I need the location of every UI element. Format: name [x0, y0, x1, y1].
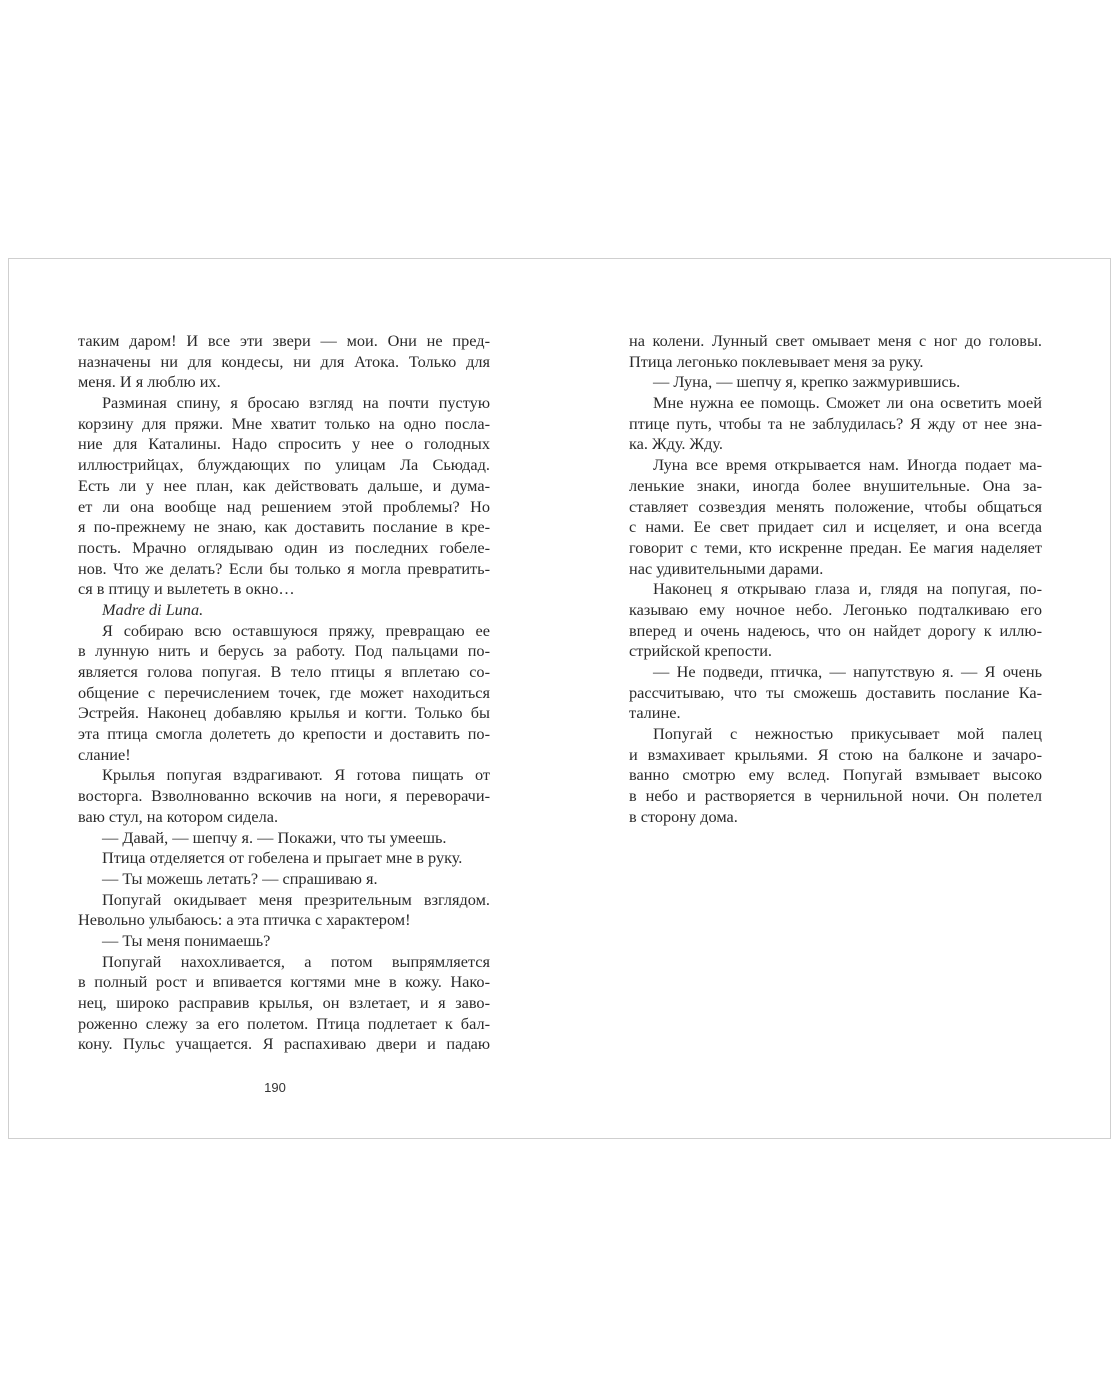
text-line: ет ли она вообще над решением этой проблемы? Но	[78, 496, 490, 516]
text-line: пость. Мрачно оглядываю один из последних гобеле-	[78, 537, 490, 557]
text-line: ванно смотрю ему вслед. Попугай взмывает высоко	[629, 765, 1042, 785]
right-page-text	[629, 331, 1042, 828]
text-line: ваю стул, на котором сидела.	[78, 806, 279, 826]
text-line: эта птица смогла долететь до крепости и доставить по-	[78, 724, 490, 744]
text-line: вперед и очень надеюсь, что он найдет дорогу к иллю-	[629, 620, 1042, 640]
text-line: роженно слежу за его полетом. Птица подлетает к бал-	[78, 1013, 490, 1033]
text-line: назначены ни для кондесы, ни для Атока. Только для	[78, 351, 490, 371]
text-line: рассчитываю, что ты сможешь доставить послание Ка-	[629, 682, 1042, 702]
text-line: талине.	[629, 703, 681, 723]
text-line: — Ты можешь летать? — спрашиваю я.	[102, 868, 378, 888]
text-line: в полный рост и впивается когтями мне в кожу. Нако-	[78, 972, 490, 992]
text-line: нас удивительными дарами.	[629, 558, 824, 578]
text-line: — Луна, — шепчу я, крепко зажмурившись.	[653, 372, 961, 392]
text-line: Попугай с нежностью прикусывает мой палец	[653, 724, 1042, 744]
text-line: с нами. Ее свет придает сил и исцеляет, и она всегда	[629, 517, 1042, 537]
text-line: Я собираю всю оставшуюся пряжу, превращаю ее	[102, 620, 490, 640]
text-line: Есть ли у нее план, как действовать дальше, и дума-	[78, 475, 490, 495]
text-line: — Ты меня понимаешь?	[102, 930, 271, 950]
text-line: восторга. Взволнованно вскочив на ноги, я переворачи-	[78, 786, 490, 806]
text-line: — Давай, — шепчу я. — Покажи, что ты умеешь.	[102, 827, 447, 847]
text-line: ся в птицу и вылететь в окно…	[78, 579, 295, 599]
text-line: таким даром! И все эти звери — мои. Они не пред-	[78, 331, 490, 350]
text-line: и взмахивает крыльями. Я стою на балконе и зачаро-	[629, 744, 1042, 764]
text-line: я по-прежнему не знаю, как доставить послание в кре-	[78, 517, 490, 537]
text-line: в небо и растворяется в чернильной ночи. Он полетел	[629, 786, 1042, 806]
text-line: нов. Что же делать? Если бы только я могла превратить-	[78, 558, 490, 578]
left-page-text	[78, 331, 490, 1055]
text-line: Невольно улыбаюсь: а эта птичка с характером!	[78, 910, 411, 930]
text-line: птице путь, чтобы та не заблудилась? Я жду от нее зна-	[629, 413, 1042, 433]
text-line: Крылья попугая вздрагивают. Я готова пищать от	[102, 765, 490, 785]
text-line: казываю ему ночное небо. Легонько подталкиваю его	[629, 599, 1042, 619]
text-line: кону. Пульс учащается. Я распахиваю двери и падаю	[78, 1034, 490, 1054]
text-line: слание!	[78, 744, 131, 764]
text-line: в сторону дома.	[629, 806, 738, 826]
text-line: является голова попугая. В тело птицы я вплетаю со-	[78, 662, 490, 681]
text-line: Птица отделяется от гобелена и прыгает мне в руку.	[102, 848, 463, 868]
text-line: иллюстрийцах, блуждающих по улицам Ла Сьюдад.	[78, 455, 490, 475]
page-number: 190	[264, 1080, 286, 1095]
text-line: Птица легонько поклевывает меня за руку.	[629, 351, 924, 371]
text-line: Луна все время открывается нам. Иногда подает ма-	[653, 455, 1042, 475]
text-line: Мне нужна ее помощь. Сможет ли она осветить моей	[653, 393, 1042, 413]
text-line: на колени. Лунный свет омывает меня с ног до головы.	[629, 331, 1042, 350]
text-line: говорит с теми, кто искренне предан. Ее магия наделяет	[629, 537, 1042, 557]
text-line: Разминая спину, я бросаю взгляд на почти пустую	[102, 393, 490, 413]
text-line: ка. Жду. Жду.	[629, 434, 724, 454]
text-line: в лунную нить и берусь за работу. Под пальцами по-	[78, 641, 490, 661]
text-line: Попугай нахохливается, а потом выпрямляется	[102, 951, 490, 971]
text-line: ставляет созвездия менять положение, чтобы общаться	[629, 496, 1042, 516]
text-line: стрийской крепости.	[629, 641, 773, 661]
text-line: — Не подведи, птичка, — напутствую я. — Я очень	[653, 662, 1042, 681]
text-line: Эстрейя. Наконец добавляю крылья и когти. Только бы	[78, 703, 490, 723]
text-line: нец, широко расправив крылья, он взлетает, и я заво-	[78, 993, 490, 1012]
text-line: общение с перечислением точек, где может находиться	[78, 682, 490, 702]
text-line: меня. И я люблю их.	[78, 372, 221, 392]
text-line: Madre di Luna.	[102, 599, 204, 619]
text-line: ленькие знаки, иногда более внушительные. Она за-	[629, 475, 1042, 495]
text-line: Попугай окидывает меня презрительным взглядом.	[102, 889, 490, 909]
text-line: корзину для пряжи. Мне хватит только на одно посла-	[78, 413, 490, 433]
text-line: ние для Каталины. Надо спросить у нее о голодных	[78, 434, 490, 454]
text-line: Наконец я открываю глаза и, глядя на попугая, по-	[653, 579, 1042, 599]
